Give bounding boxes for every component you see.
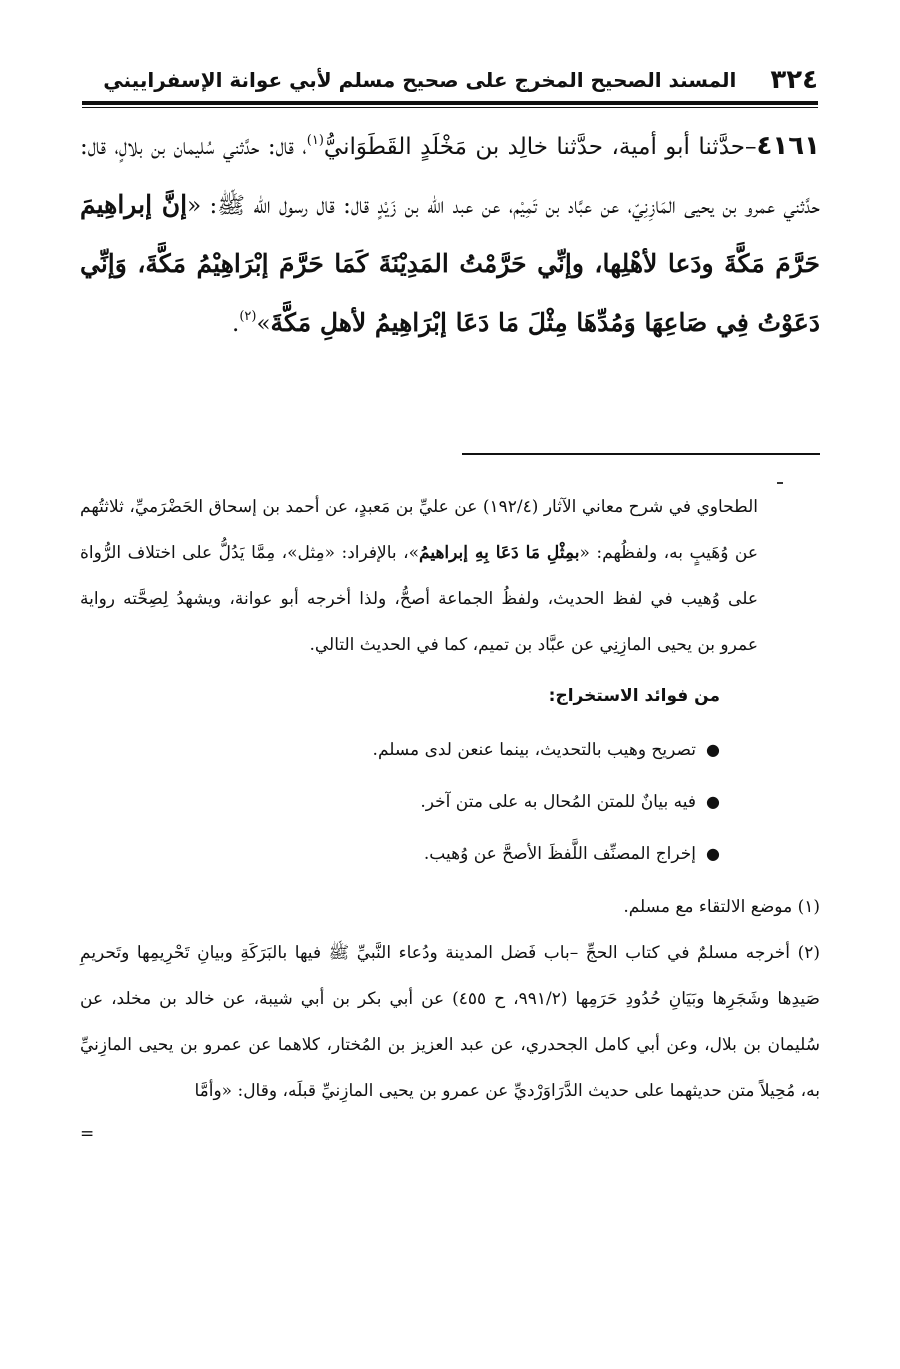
footnote-1: (١) موضع الالتقاء مع مسلم. (623, 897, 820, 917)
header-rule-thick (82, 101, 818, 105)
benefits-heading: من فوائد الاستخراج: (548, 686, 720, 706)
footnote-2: (٢) أخرجه مسلمٌ في كتاب الحجِّ –باب فَضل المدينة ودُعاء النَّبيِّ ﷺ فيها بالبَرَكَةِ وبيانِ تَحْرِيمِها وتَحريمِ صَيدِها وشَجَرِها وبَيَانِ حُدُودِ حَرَمِها (٩٩١/٢، ح ٤٥٥) عن أبي بكر بن أبي شيبة، عن خالد بن مخلد، عن سُليمان بن بلال، وعن أبي كامل الجحدري، عن عبد العزيز بن المُختار، كلاهما عن عمرو بن يحيى المازِنيِّ به، مُحِيلاً متن حديثهما على حديث الدَّرَاوَرْديِّ عن عمرو بن يحيى المازِنيِّ قبلَه، وقال: «وأمَّا (80, 943, 820, 1101)
bullet-icon: ● (706, 792, 720, 811)
benefit-text: تصريح وهيب بالتحديث، بينما عنعن لدى مسلم. (372, 740, 696, 760)
benefit-text: فيه بيانٌ للمتن المُحال به على متن آخر. (420, 792, 696, 812)
header-rule-thin (82, 107, 818, 108)
isnad-part-2: ، قال: حدَّثني سُليمان بن بلالٍ، قال: حدَّثني عمرو بن يحيى المَازِنِيّ، عن عبَّاد بن تَمِيْم، عن عبد الله بن زَيْدٍ قال: قال رسول الله ﷺ: « (80, 134, 820, 219)
page-number: ٣٢٤ (770, 65, 818, 95)
footnote-quoted-wording: بمِثْلِ مَا دَعَا بِهِ إبراهيمُ (419, 543, 580, 563)
footnotes-area (80, 484, 820, 1154)
running-header (82, 60, 818, 100)
book-title: المسند الصحيح المخرج على صحيح مسلم لأبي عوانة الإسفراييني (103, 68, 737, 92)
footnote-continued-text-2: »، بالإفراد: «مِثل»، مِمَّا يَدُلُّ على اختلاف الرُّواة على وُهيب في لفظ الحديث، ولفظُ الجماعة أصحُّ، ولذا أخرجه أبو عوانة، ويشهدُ لِصِحَّته رواية عمرو بن يحيى المازِنِي عن عبَّاد بن تميم، كما في الحديث التالي. (80, 543, 758, 655)
benefit-text: إخراج المصنِّف اللَّفظَ الأصحَّ عن وُهيب. (423, 844, 696, 864)
bullet-icon: ● (706, 844, 720, 863)
continuation-mark: = (80, 1124, 95, 1144)
footnote-ref-1[interactable]: (١) (306, 133, 324, 148)
footnote-separator (462, 453, 820, 455)
list-item (80, 828, 720, 880)
bullet-icon: ● (706, 740, 720, 759)
list-item (80, 776, 720, 828)
hadith-number: ٤١٦١ (756, 131, 820, 161)
hadith-dash: – (745, 134, 757, 160)
footnote-ref-2[interactable]: (٢) (239, 309, 257, 324)
benefits-list (80, 724, 820, 880)
isnad-part-1: حدَّثنا أبو أمية، حدَّثنا خالِد بن مَخْلَدٍ القَطَوَانيُّ (323, 134, 745, 160)
list-item (80, 724, 720, 776)
hadith-matn: إنَّ إبراهِيمَ حَرَّمَ مَكَّةَ ودَعا لأهْلِها، وإنِّي حَرَّمْتُ المَدِيْنَةَ كَمَا حَرَّمَ إبْرَاهِيْمُ مَكَّةَ، وَإنِّي دَعَوْتُ فِي صَاعِهَا وَمُدِّهَا مِثْلَ مَا دَعَا إبْرَاهِيمُ لأهلِ مَكَّةَ (80, 190, 820, 337)
hadith-end: . (232, 311, 240, 337)
footnote-continued-paragraph (80, 484, 820, 668)
hadith-text (80, 118, 820, 353)
matn-close-quote: » (256, 311, 271, 337)
footnote-continued-text-1: الطحاوي في شرح معاني الآثار (١٩٢/٤) عن عليِّ بن مَعبدٍ، عن أحمد بن إسحاق الحَضْرَميِّ، ثلاثتُهم عن وُهَيبٍ به، ولفظُهم: « (80, 497, 758, 563)
